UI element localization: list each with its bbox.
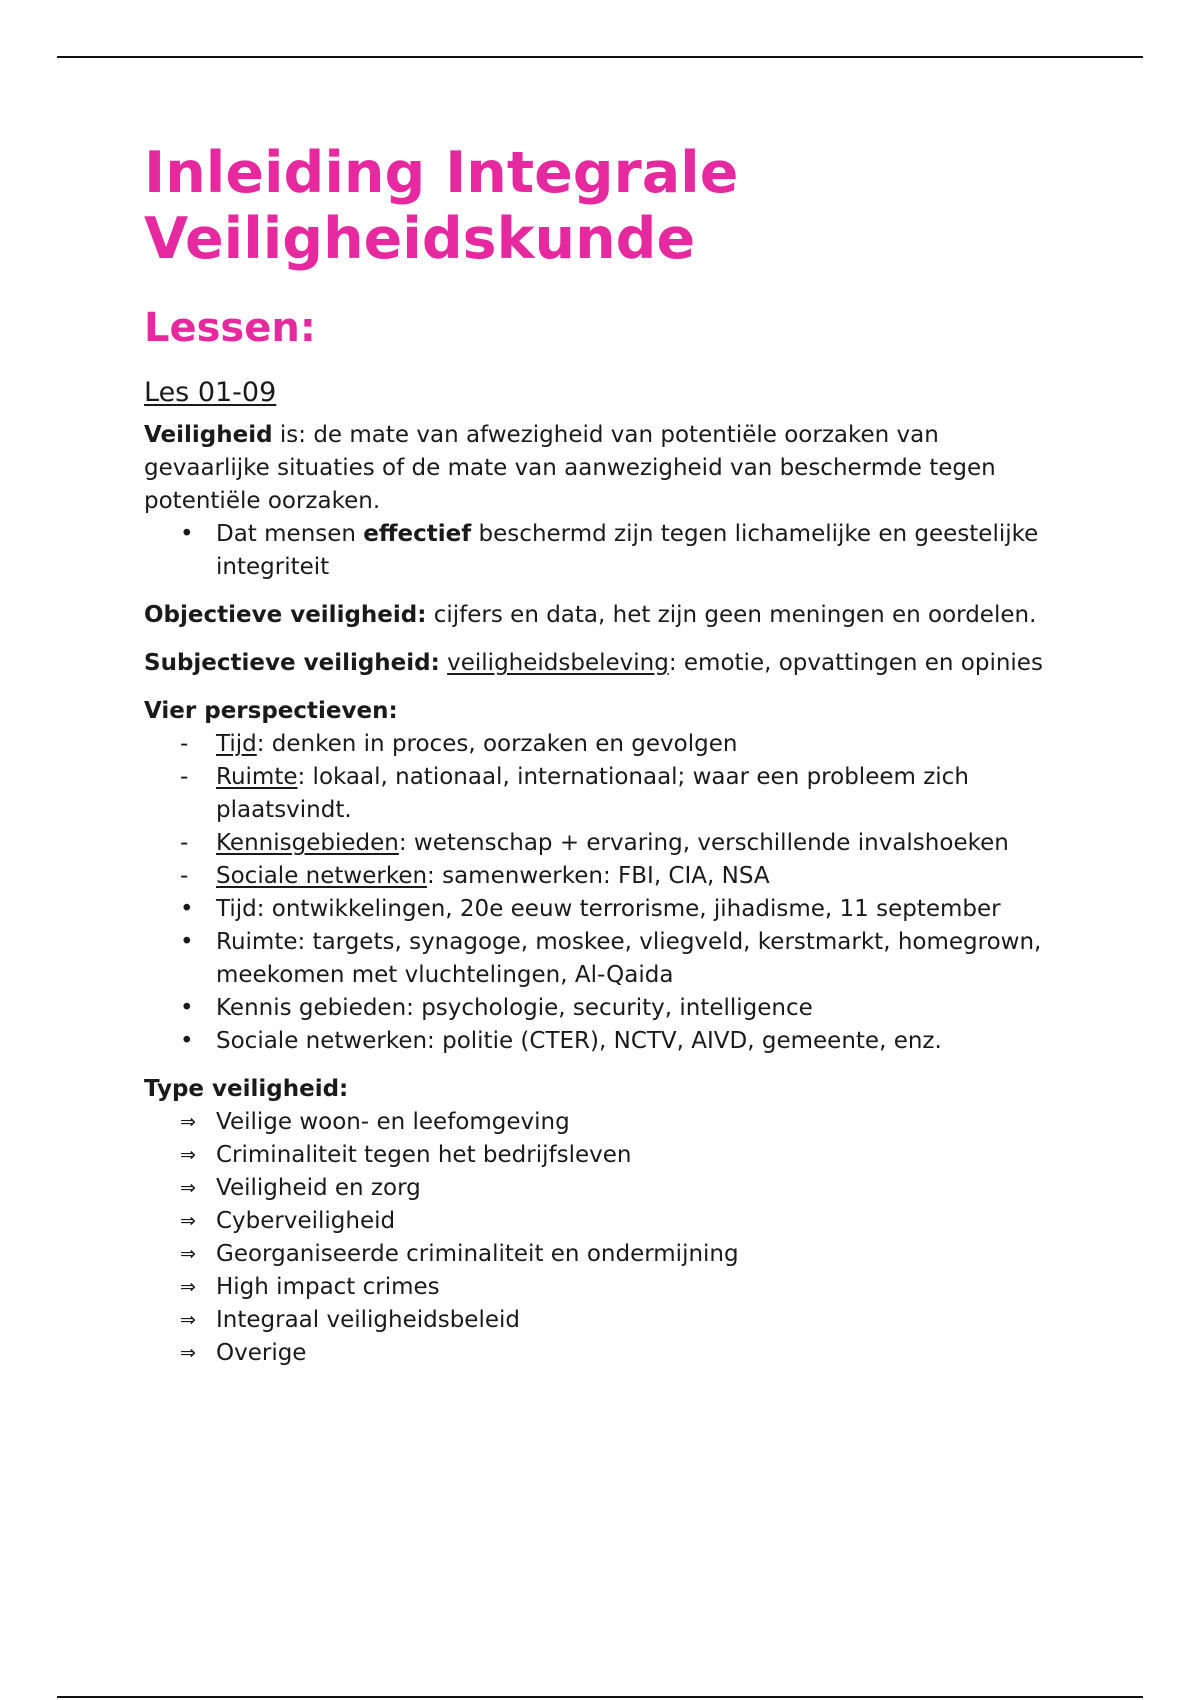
dash-marker: - — [180, 764, 189, 790]
type-item-text: Criminaliteit tegen het bedrijfsleven — [216, 1142, 632, 1168]
bottom-rule — [57, 1696, 1143, 1698]
bullet-marker: • — [180, 896, 194, 922]
arrow-icon: ⇒ — [180, 1309, 196, 1331]
subjective-term: Subjectieve veiligheid: — [144, 650, 440, 676]
subjective-text: : emotie, opvattingen en opinies — [668, 650, 1043, 676]
list-item — [144, 827, 1064, 860]
type-item-text: Overige — [216, 1340, 307, 1366]
perspective-term: Sociale netwerken — [216, 863, 428, 889]
dash-marker: - — [180, 863, 189, 889]
arrow-icon: ⇒ — [180, 1342, 196, 1364]
objective-text: cijfers en data, het zijn geen meningen en oordelen. — [426, 602, 1037, 628]
list-item — [144, 1271, 1064, 1304]
list-item — [144, 893, 1064, 926]
perspective-term: Tijd — [216, 731, 257, 757]
list-item — [144, 992, 1064, 1025]
list-item — [144, 926, 1064, 992]
type-item-text: Veiligheid en zorg — [216, 1175, 421, 1201]
perspective-text: : lokaal, nationaal, internationaal; waar een probleem zich plaatsvindt. — [216, 764, 969, 823]
definition-text: is: de mate van afwezigheid van potentiële oorzaken van gevaarlijke situaties of de mate van aanwezigheid van beschermde tegen potentiële oorzaken. — [144, 422, 996, 514]
lesson-heading: Les 01-09 — [144, 377, 277, 408]
list-item — [144, 518, 1064, 584]
list-item — [144, 1025, 1064, 1058]
arrow-icon: ⇒ — [180, 1144, 196, 1166]
list-item — [144, 1172, 1064, 1205]
title-line-2: Veiligheidskunde — [144, 206, 696, 272]
perspective-text: : denken in proces, oorzaken en gevolgen — [256, 731, 738, 757]
perspectives-heading: Vier perspectieven: — [144, 698, 398, 724]
type-item-text: Integraal veiligheidsbeleid — [216, 1307, 520, 1333]
perspective-text: : wetenschap + ervaring, verschillende invalshoeken — [398, 830, 1009, 856]
definition-term: Veiligheid — [144, 422, 273, 448]
type-item-text: Veilige woon- en leefomgeving — [216, 1109, 570, 1135]
title-line-1: Inleiding Integrale — [144, 140, 739, 206]
perspectives-list — [144, 728, 1064, 1058]
list-item — [144, 1238, 1064, 1271]
definition-bullet-list — [144, 518, 1064, 584]
section-heading: Lessen: — [144, 305, 316, 351]
top-rule — [57, 56, 1143, 58]
arrow-icon: ⇒ — [180, 1210, 196, 1232]
type-item-text: Georganiseerde criminaliteit en ondermijning — [216, 1241, 739, 1267]
dash-marker: - — [180, 830, 189, 856]
document-body — [144, 140, 1064, 1370]
list-item — [144, 1106, 1064, 1139]
bullet-text-before: Dat mensen — [216, 521, 364, 547]
perspective-text: : samenwerken: FBI, CIA, NSA — [427, 863, 770, 889]
arrow-icon: ⇒ — [180, 1177, 196, 1199]
bullet-marker: • — [180, 1028, 194, 1054]
list-item — [144, 1139, 1064, 1172]
bullet-text-after: beschermd zijn tegen lichamelijke en geestelijke integriteit — [216, 521, 1039, 580]
list-item — [144, 1304, 1064, 1337]
objective-term: Objectieve veiligheid: — [144, 602, 427, 628]
perspective-detail: Kennis gebieden: psychologie, security, intelligence — [216, 995, 813, 1021]
subjective-underlined-term: veiligheidsbeleving — [447, 650, 669, 676]
types-list — [144, 1106, 1064, 1370]
types-heading: Type veiligheid: — [144, 1076, 349, 1102]
subjective-paragraph — [144, 647, 1064, 680]
type-item-text: Cyberveiligheid — [216, 1208, 396, 1234]
list-item — [144, 728, 1064, 761]
perspective-detail: Sociale netwerken: politie (CTER), NCTV, AIVD, gemeente, enz. — [216, 1028, 942, 1054]
bullet-marker: • — [180, 995, 194, 1021]
bullet-marker: • — [180, 521, 194, 547]
list-item — [144, 860, 1064, 893]
arrow-icon: ⇒ — [180, 1111, 196, 1133]
list-item — [144, 1337, 1064, 1370]
type-item-text: High impact crimes — [216, 1274, 440, 1300]
arrow-icon: ⇒ — [180, 1243, 196, 1265]
list-item — [144, 761, 1064, 827]
document-title — [144, 140, 1064, 272]
perspective-term: Kennisgebieden — [216, 830, 399, 856]
objective-paragraph — [144, 599, 1064, 632]
list-item — [144, 1205, 1064, 1238]
dash-marker: - — [180, 731, 189, 757]
arrow-icon: ⇒ — [180, 1276, 196, 1298]
perspective-term: Ruimte — [216, 764, 298, 790]
bullet-marker: • — [180, 929, 194, 955]
bullet-bold-text: effectief — [363, 521, 472, 547]
definition-paragraph — [144, 419, 1064, 518]
perspective-detail: Ruimte: targets, synagoge, moskee, vliegveld, kerstmarkt, homegrown, meekomen met vluchtelingen, Al-Qaida — [216, 929, 1042, 988]
perspective-detail: Tijd: ontwikkelingen, 20e eeuw terrorisme, jihadisme, 11 september — [216, 896, 1001, 922]
